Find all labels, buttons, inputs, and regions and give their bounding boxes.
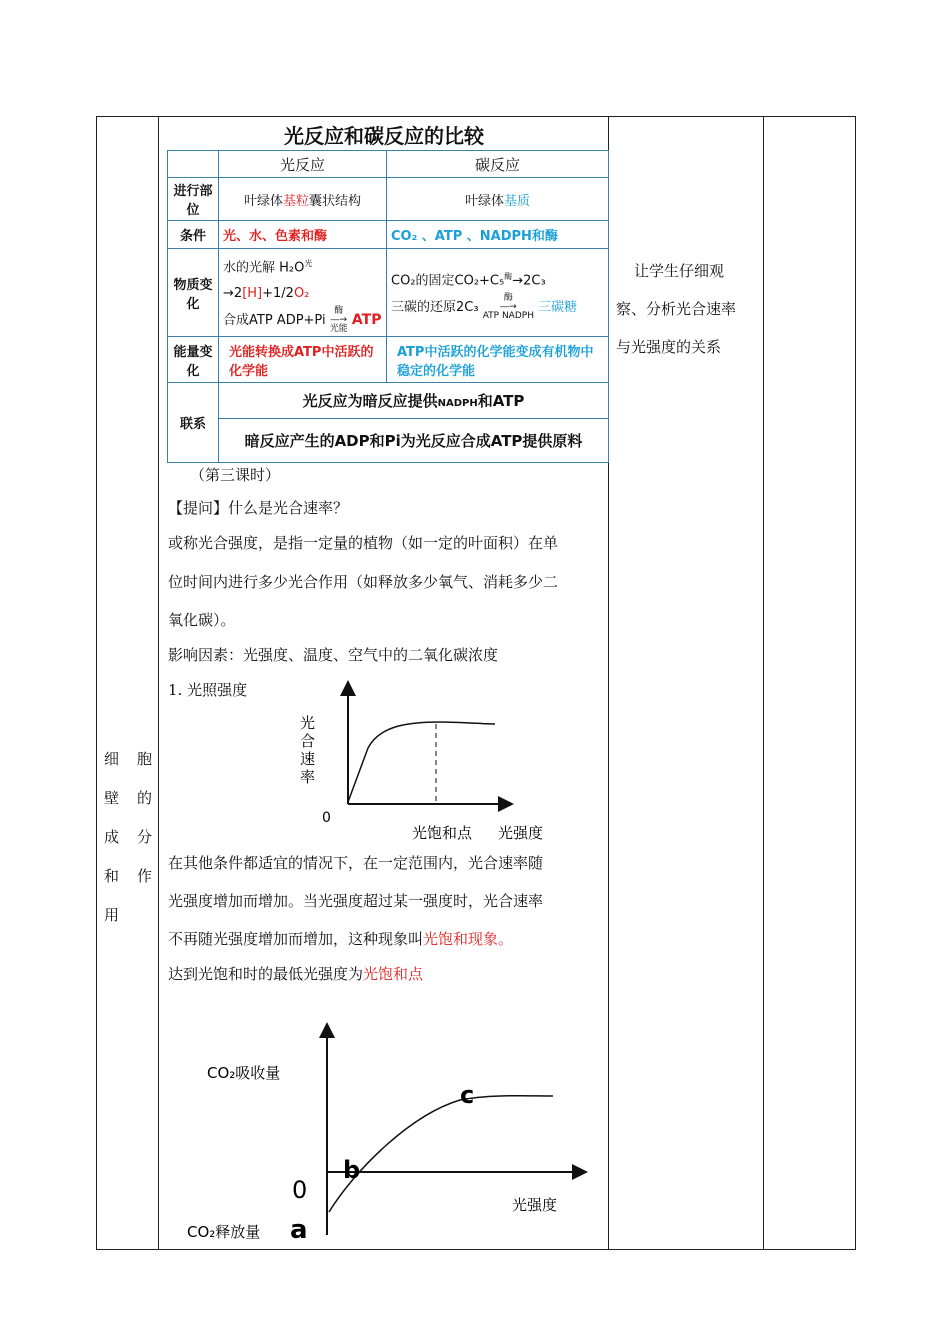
table-row: 联系 光反应为暗反应提供NADPH和ATP xyxy=(168,383,609,419)
origin-label: 0 xyxy=(292,1176,308,1204)
left-column-text: 细 胞 壁 的 成 分 和 作 用 xyxy=(104,750,152,924)
table-header-blank xyxy=(168,151,219,178)
table-row: 物质变化 水的光解 $H_2O^光\to 2[H]+1/2O_2$ 合成ATP ADP+Pi 酶 ―→ 光能 ATP CO₂的固定CO₂+C₅$^酶$→2C₃ 三碳的还原2C₃ 酶 ―→ ATP NADPH 三碳糖 xyxy=(168,249,609,337)
paragraph-line: 达到光饱和时的最低光强度为光饱和点 xyxy=(168,965,424,983)
paragraph-line: 光强度增加而增加。当光强度超过某一强度时，光合速率 xyxy=(168,892,544,910)
y-axis-label: 光合速率 xyxy=(300,714,316,786)
definition-line: 位时间内进行多少光合作用（如释放多少氧气、消耗多少二 xyxy=(168,573,559,591)
point-b-label: b xyxy=(343,1156,361,1184)
factors-text: 影响因素：光强度、温度、空气中的二氧化碳浓度 xyxy=(168,646,499,664)
definition-line: 或称光合强度，是指一定量的植物（如一定的叶面积）在单 xyxy=(168,534,559,552)
column-divider xyxy=(158,116,159,1250)
x-axis-label: 光强度 xyxy=(498,824,544,842)
co2-light-chart xyxy=(170,1020,590,1245)
comparison-table xyxy=(167,150,609,463)
paragraph-line: 在其他条件都适宜的情况下，在一定范围内，光合速率随 xyxy=(168,854,544,872)
rate-curve xyxy=(348,722,495,802)
co2-curve xyxy=(329,1096,553,1212)
table-row: 进行部位 叶绿体基粒囊状结构 叶绿体基质 xyxy=(168,178,609,221)
x-axis-label: 光强度 xyxy=(512,1196,558,1214)
table-row: 条件 光、水、色素和酶 CO₂ 、ATP 、NADPH和酶 xyxy=(168,221,609,249)
co2-release-label: CO₂释放量 xyxy=(187,1223,261,1241)
lesson-label: （第三课时） xyxy=(190,466,281,484)
definition-line: 氧化碳）。 xyxy=(168,611,236,629)
table-row: 暗反应产生的ADP和Pi为光反应合成ATP提供原料 xyxy=(168,419,609,463)
table-header: 光反应 xyxy=(219,151,387,178)
point-a-label: a xyxy=(290,1215,308,1245)
saturation-point-label: 光饱和点 xyxy=(412,824,473,842)
item-heading: 1. 光照强度 xyxy=(168,681,248,699)
question-text: 【提问】什么是光合速率？ xyxy=(168,499,349,517)
right-column-text: 让学生仔细观 察、分析光合速率 与光强度的关系 xyxy=(616,262,737,356)
light-saturation-chart xyxy=(290,680,544,845)
column-divider xyxy=(763,116,764,1250)
paragraph-line: 不再随光强度增加而增加，这种现象叫光饱和现象。 xyxy=(168,930,514,948)
page-title: 光反应和碳反应的比较 xyxy=(284,124,484,148)
co2-absorb-label: CO₂吸收量 xyxy=(207,1064,281,1082)
point-c-label: c xyxy=(460,1081,475,1109)
table-header: 碳反应 xyxy=(387,151,609,178)
table-row: 能量变化 光能转换成ATP中活跃的化学能 ATP中活跃的化学能变成有机物中稳定的化学能 xyxy=(168,337,609,383)
origin-label: 0 xyxy=(322,810,331,826)
